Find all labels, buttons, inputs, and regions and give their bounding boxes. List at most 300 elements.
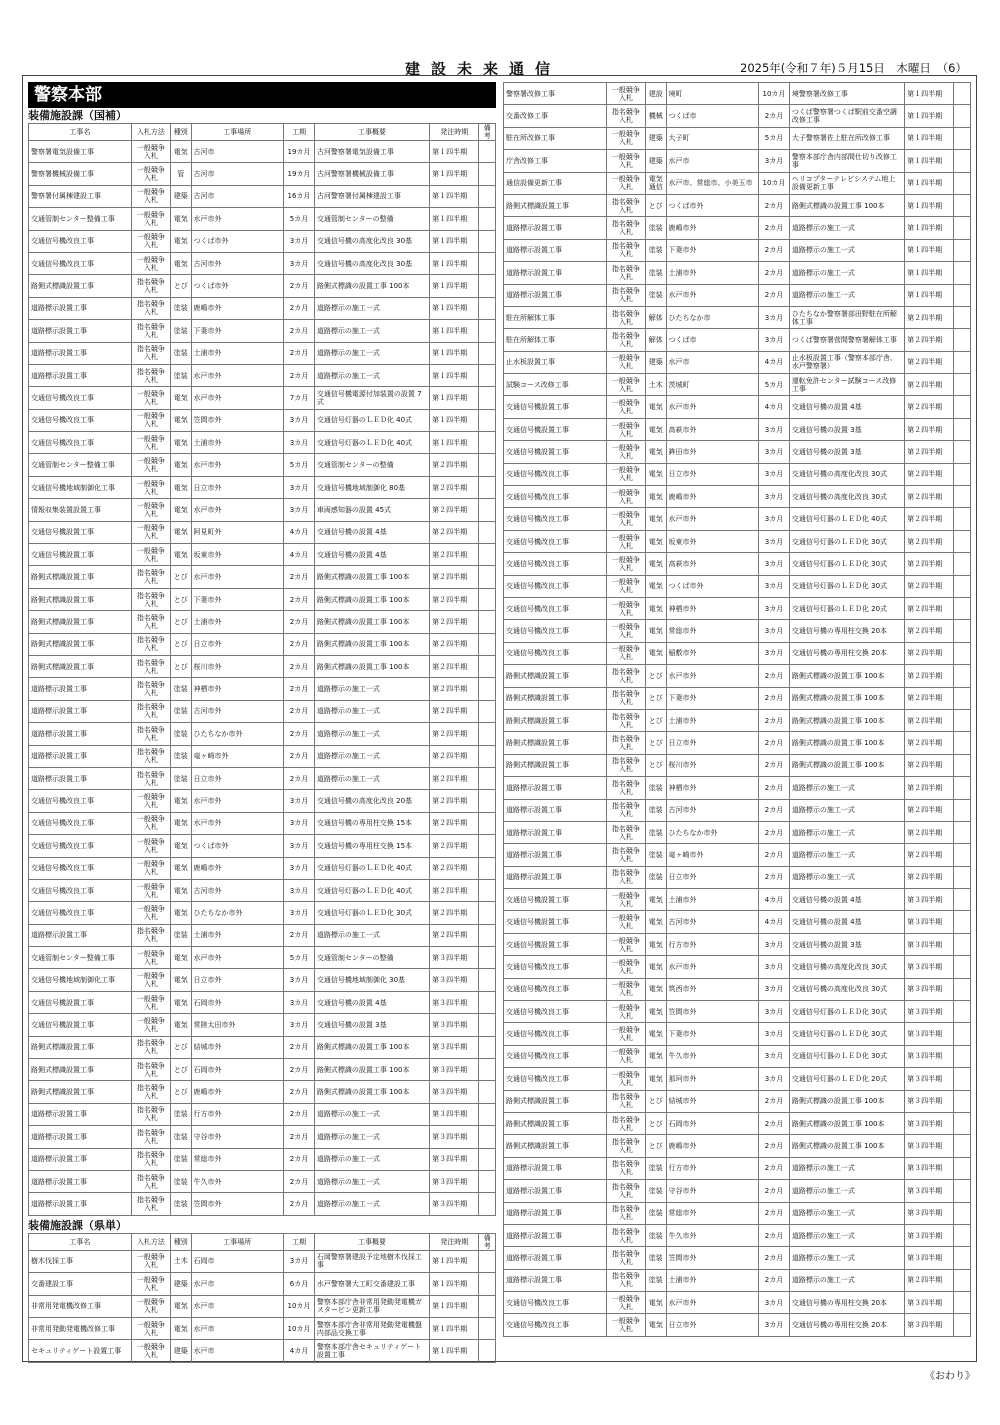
table-cell: 第２四半期: [905, 620, 954, 642]
table-row: [504, 933, 971, 955]
table-cell: 電気: [170, 252, 191, 274]
table-cell: [479, 1081, 496, 1103]
table-cell: [479, 969, 496, 991]
table-cell: 指名競争入札: [131, 1081, 170, 1103]
table-cell: 塗装: [645, 1180, 666, 1202]
table-cell: 第３四半期: [430, 1036, 479, 1058]
table-cell: 一般競争入札: [131, 1273, 170, 1295]
table-cell: 一般競争入札: [606, 933, 645, 955]
table-cell: 道路標示設置工事: [29, 1126, 132, 1148]
table-row: [504, 1247, 971, 1269]
table-row: [29, 812, 496, 834]
table-cell: 第３四半期: [905, 933, 954, 955]
table-cell: 一般競争入札: [131, 991, 170, 1013]
table-cell: 10カ月: [759, 83, 790, 105]
column-header: 種別: [170, 124, 191, 141]
table-cell: 道路標示設置工事: [504, 844, 607, 866]
table-cell: 3カ月: [759, 620, 790, 642]
table-cell: 道路標示の施工一式: [789, 866, 904, 888]
table-cell: 2カ月: [284, 1059, 315, 1081]
table-cell: [954, 799, 971, 821]
table-cell: 道路標示の施工一式: [314, 342, 429, 364]
table-cell: つくば市外: [666, 194, 759, 216]
table-cell: 路側式標識設置工事: [29, 1036, 132, 1058]
table-cell: 一般競争入札: [131, 902, 170, 924]
table-cell: [954, 239, 971, 261]
table-cell: 道路標示の施工一式: [314, 723, 429, 745]
table-cell: 3カ月: [284, 902, 315, 924]
table-cell: [479, 230, 496, 252]
table-cell: 路側式標識の設置工事 100本: [314, 566, 429, 588]
table-cell: 交通信号機改良工事: [504, 978, 607, 1000]
table-cell: 交通信号灯器のＬＥＤ化 30式: [789, 1001, 904, 1023]
table-cell: 一般競争入札: [131, 1250, 170, 1272]
table-cell: 指名競争入札: [131, 633, 170, 655]
table-row: [29, 1081, 496, 1103]
table-cell: 古河警察署機械設備工事: [314, 163, 429, 185]
table-cell: 3カ月: [759, 1023, 790, 1045]
table-cell: 石岡市: [191, 1250, 284, 1272]
table-cell: 交通信号機の高度化改良 30式: [789, 486, 904, 508]
table-cell: 2カ月: [759, 665, 790, 687]
table-cell: [954, 911, 971, 933]
table-cell: 交通信号機改良工事: [504, 1023, 607, 1045]
table-cell: 一般競争入札: [131, 252, 170, 274]
table-cell: 鹿嶋市外: [191, 297, 284, 319]
table-cell: 路側式標識の設置工事 100本: [789, 665, 904, 687]
table-row: [29, 700, 496, 722]
table-row: [29, 678, 496, 700]
table-cell: 交通信号機改良工事: [29, 902, 132, 924]
table-row: [29, 588, 496, 610]
table-cell: [954, 866, 971, 888]
table-cell: 10カ月: [284, 1295, 315, 1317]
table-cell: 神栖市外: [666, 597, 759, 619]
table-cell: 指名競争入札: [606, 844, 645, 866]
table-cell: 指名競争入札: [131, 655, 170, 677]
table-cell: 路側式標識設置工事: [29, 566, 132, 588]
table-cell: 一般競争入札: [131, 1295, 170, 1317]
table-cell: 2カ月: [284, 1036, 315, 1058]
table-cell: 電気: [645, 486, 666, 508]
table-cell: 鹿嶋市外: [666, 217, 759, 239]
table-cell: 交通信号機の設置 3基: [789, 418, 904, 440]
table-cell: 一般競争入札: [131, 185, 170, 207]
table-cell: 第１四半期: [430, 141, 479, 163]
table-cell: 2カ月: [284, 655, 315, 677]
table-cell: 路側式標識の設置工事 100本: [314, 275, 429, 297]
table-cell: 交通信号機改良工事: [504, 463, 607, 485]
table-cell: 交通管制センターの整備: [314, 947, 429, 969]
table-cell: 指名競争入札: [131, 342, 170, 364]
table-cell: 電気: [170, 947, 191, 969]
table-cell: 2カ月: [759, 777, 790, 799]
table-cell: 稲敷市外: [666, 642, 759, 664]
table-cell: 第２四半期: [430, 633, 479, 655]
table-row: [29, 969, 496, 991]
table-cell: 坂東市外: [666, 530, 759, 552]
table-cell: 交通信号機改良工事: [504, 1314, 607, 1336]
table-cell: 第１四半期: [430, 297, 479, 319]
table-cell: 交通信号灯器のＬＥＤ化 30式: [789, 553, 904, 575]
table-row: [504, 844, 971, 866]
table-cell: [479, 1103, 496, 1125]
table-cell: 路側式標識の設置工事 100本: [314, 1036, 429, 1058]
column-header: 工期: [284, 1233, 315, 1250]
table-cell: 電気通信: [645, 172, 666, 194]
table-cell: 電気: [645, 1292, 666, 1314]
table-cell: 電気: [645, 418, 666, 440]
table-cell: [954, 956, 971, 978]
column-header: 入札方法: [131, 1233, 170, 1250]
table-row: [504, 821, 971, 843]
table-cell: 水戸市外: [191, 454, 284, 476]
table-cell: [479, 655, 496, 677]
table-cell: 指名競争入札: [131, 588, 170, 610]
table-cell: 土浦市外: [191, 342, 284, 364]
table-cell: 一般競争入札: [131, 1340, 170, 1362]
table-cell: 道路標示設置工事: [504, 239, 607, 261]
table-cell: 下妻市外: [666, 239, 759, 261]
table-cell: 電気: [645, 1045, 666, 1067]
table-cell: 電気: [170, 1317, 191, 1339]
table-cell: 指名競争入札: [606, 665, 645, 687]
table-cell: 路側式標識設置工事: [504, 1090, 607, 1112]
table-cell: 交通信号機の高度化改良 20基: [314, 790, 429, 812]
table-cell: とび: [170, 275, 191, 297]
subsection-title-national: 装備施設課（国補）: [28, 109, 127, 122]
table-cell: 一般競争入札: [131, 208, 170, 230]
table-cell: 指名競争入札: [606, 866, 645, 888]
right-column: [503, 82, 971, 1337]
table-cell: 交通信号機地域制御化工事: [29, 969, 132, 991]
table-cell: 第２四半期: [905, 844, 954, 866]
table-cell: 4カ月: [284, 1340, 315, 1362]
table-cell: 古河市: [191, 185, 284, 207]
table-cell: 土浦市外: [666, 262, 759, 284]
table-cell: 第１四半期: [905, 127, 954, 149]
left-column: [28, 82, 496, 1363]
table-cell: [479, 879, 496, 901]
table-cell: 道路標示設置工事: [504, 284, 607, 306]
table-cell: 交番建設工事: [29, 1273, 132, 1295]
table-cell: [954, 105, 971, 127]
table-cell: 一般競争入札: [606, 127, 645, 149]
table-row: [504, 1180, 971, 1202]
table-cell: 第２四半期: [430, 924, 479, 946]
table-cell: 第１四半期: [905, 172, 954, 194]
table-row: [504, 1157, 971, 1179]
table-cell: [479, 1340, 496, 1362]
table-row: [29, 141, 496, 163]
table-cell: 交通信号機改良工事: [504, 508, 607, 530]
table-cell: 2カ月: [759, 866, 790, 888]
table-cell: 建築: [645, 127, 666, 149]
table-cell: 交通信号機改良工事: [29, 432, 132, 454]
table-cell: 3カ月: [284, 499, 315, 521]
table-cell: 第２四半期: [430, 745, 479, 767]
table-cell: [954, 150, 971, 172]
table-cell: [954, 1269, 971, 1291]
table-cell: 道路標示設置工事: [29, 678, 132, 700]
table-cell: 指名競争入札: [606, 1157, 645, 1179]
table-cell: とび: [170, 1036, 191, 1058]
table-cell: 行方市外: [666, 1157, 759, 1179]
table-cell: 第３四半期: [905, 911, 954, 933]
table-cell: つくば警察署菅間警察署解体工事: [789, 329, 904, 351]
table-cell: 塗装: [170, 342, 191, 364]
table-cell: [479, 991, 496, 1013]
table-cell: 指名競争入札: [606, 1090, 645, 1112]
table-cell: 第１四半期: [430, 1273, 479, 1295]
table-cell: 電気: [170, 476, 191, 498]
table-cell: 5カ月: [759, 374, 790, 396]
table-cell: [479, 1014, 496, 1036]
table-cell: 3カ月: [284, 790, 315, 812]
table-cell: 指名競争入札: [606, 777, 645, 799]
table-cell: 電気: [645, 620, 666, 642]
table-cell: 境警察署改修工事: [789, 83, 904, 105]
table-cell: 大子警察署佐上駐在所改修工事: [789, 127, 904, 149]
table-cell: とび: [645, 754, 666, 776]
table-cell: 古河市外: [666, 911, 759, 933]
table-cell: 交通信号灯器のＬＥＤ化 40式: [314, 857, 429, 879]
table-cell: 電気: [645, 441, 666, 463]
table-cell: [954, 553, 971, 575]
table-row: [29, 432, 496, 454]
table-cell: 塗装: [170, 1170, 191, 1192]
table-cell: 樹木伐採工事: [29, 1250, 132, 1272]
table-cell: 水戸市外: [191, 364, 284, 386]
table-cell: とび: [170, 566, 191, 588]
column-header: 発注時期: [430, 1233, 479, 1250]
table-cell: 第３四半期: [905, 1001, 954, 1023]
table-cell: 交通信号機の高度化改良 30式: [789, 463, 904, 485]
table-cell: 交通信号機改良工事: [29, 230, 132, 252]
table-row: [29, 924, 496, 946]
table-cell: 運転免許センター試験コース改修工事: [789, 374, 904, 396]
table-cell: 交通信号機の設置 3基: [789, 441, 904, 463]
table-cell: 交通信号機の設置 3基: [789, 933, 904, 955]
table-cell: 塗装: [645, 1269, 666, 1291]
table-cell: 第３四半期: [430, 1059, 479, 1081]
table-cell: 神栖市外: [666, 777, 759, 799]
table-cell: 3カ月: [284, 432, 315, 454]
table-cell: [954, 687, 971, 709]
table-cell: 3カ月: [759, 553, 790, 575]
table-cell: 第２四半期: [905, 799, 954, 821]
table-cell: 交通管制センター整備工事: [29, 454, 132, 476]
table-cell: 2カ月: [284, 745, 315, 767]
table-cell: 16カ月: [284, 185, 315, 207]
table-cell: 解体: [645, 329, 666, 351]
table-cell: 5カ月: [759, 127, 790, 149]
column-header: 工事名: [29, 1233, 132, 1250]
table-cell: 交通信号機設置工事: [504, 911, 607, 933]
table-cell: 道路標示設置工事: [504, 777, 607, 799]
table-cell: 一般競争入札: [131, 1014, 170, 1036]
table-cell: 塗装: [170, 767, 191, 789]
table-cell: 交通信号機設置工事: [504, 889, 607, 911]
table-cell: 那珂市外: [666, 1068, 759, 1090]
table-cell: 一般競争入札: [606, 575, 645, 597]
table-row: [504, 486, 971, 508]
table-cell: 第１四半期: [905, 217, 954, 239]
table-cell: 道路標示の施工一式: [314, 1170, 429, 1192]
table-cell: 交通信号機の設置 4基: [789, 889, 904, 911]
table-cell: 道路標示設置工事: [29, 1193, 132, 1215]
table-row: [29, 857, 496, 879]
table-cell: [954, 486, 971, 508]
table-cell: 第２四半期: [430, 544, 479, 566]
table-cell: ひたちなか市外: [191, 902, 284, 924]
table-cell: 交通信号機の専用柱交換 15本: [314, 835, 429, 857]
table-row: [504, 1292, 971, 1314]
table-cell: 交通信号機改良工事: [29, 857, 132, 879]
table-cell: 非常用発動発電機改修工事: [29, 1317, 132, 1339]
table-cell: 建築: [645, 150, 666, 172]
table-cell: 第１四半期: [905, 262, 954, 284]
table-cell: 道路標示設置工事: [29, 342, 132, 364]
table-cell: 道路標示の施工一式: [789, 262, 904, 284]
table-cell: 一般競争入札: [606, 911, 645, 933]
table-cell: 第２四半期: [905, 665, 954, 687]
table-cell: 5カ月: [284, 454, 315, 476]
table-cell: [954, 306, 971, 328]
table-cell: 指名競争入札: [131, 678, 170, 700]
table-cell: 路側式標識設置工事: [29, 1059, 132, 1081]
table-cell: 2カ月: [759, 1180, 790, 1202]
table-cell: 路側式標識の設置工事 100本: [789, 1090, 904, 1112]
table-row: [29, 297, 496, 319]
table-cell: 交通信号灯器のＬＥＤ化 30式: [789, 1045, 904, 1067]
table-cell: 第３四半期: [905, 1068, 954, 1090]
table-cell: 指名競争入札: [131, 745, 170, 767]
table-cell: [479, 297, 496, 319]
table-cell: 一般競争入札: [606, 83, 645, 105]
table-cell: 水戸市外: [191, 947, 284, 969]
table-cell: 第２四半期: [430, 476, 479, 498]
table-row: [504, 105, 971, 127]
table-cell: 牛久市外: [191, 1170, 284, 1192]
table-cell: 警察本部庁舎内部間仕切り改修工事: [789, 150, 904, 172]
table-cell: 下妻市外: [666, 1023, 759, 1045]
table-cell: 第３四半期: [430, 1103, 479, 1125]
table-cell: 交通信号機の設置 4基: [789, 911, 904, 933]
table-cell: 指名競争入札: [131, 1170, 170, 1192]
table-cell: 高萩市外: [666, 418, 759, 440]
table-cell: 交通信号機改良工事: [504, 575, 607, 597]
table-row: [504, 687, 971, 709]
table-cell: 一般競争入札: [606, 508, 645, 530]
table-cell: 古河市: [191, 163, 284, 185]
table-cell: 第３四半期: [905, 889, 954, 911]
table-cell: 第２四半期: [905, 575, 954, 597]
table-cell: 第３四半期: [430, 1148, 479, 1170]
table-cell: 日立市外: [666, 732, 759, 754]
table-cell: 第２四半期: [430, 588, 479, 610]
table-cell: 第１四半期: [430, 208, 479, 230]
table-cell: 警察署改修工事: [504, 83, 607, 105]
table-cell: 路側式標識設置工事: [29, 611, 132, 633]
table-cell: 水戸市、常総市、小美玉市: [666, 172, 759, 194]
table-cell: 電気: [170, 432, 191, 454]
table-row: [504, 83, 971, 105]
table-cell: 指名競争入札: [606, 821, 645, 843]
table-header-row: [29, 124, 496, 141]
table-cell: 警察署付属棟建設工事: [29, 185, 132, 207]
table-cell: 第３四半期: [430, 1170, 479, 1192]
table-cell: 道路標示の施工一式: [789, 821, 904, 843]
table-cell: 2カ月: [284, 924, 315, 946]
table-cell: 2カ月: [284, 342, 315, 364]
table-cell: [479, 723, 496, 745]
table-row: [29, 1103, 496, 1125]
table-cell: 一般競争入札: [131, 1317, 170, 1339]
table-cell: 一般競争入札: [606, 486, 645, 508]
project-table-continued: [503, 82, 971, 1337]
table-cell: [954, 83, 971, 105]
table-cell: 2カ月: [284, 1170, 315, 1192]
table-cell: 道路標示設置工事: [29, 364, 132, 386]
table-cell: 交通信号機の設置 4基: [314, 521, 429, 543]
table-cell: 3カ月: [759, 1314, 790, 1336]
table-cell: 第２四半期: [905, 687, 954, 709]
table-cell: とび: [170, 1059, 191, 1081]
table-cell: 水戸市外: [191, 566, 284, 588]
table-cell: 道路標示の施工一式: [789, 284, 904, 306]
table-cell: 一般競争入札: [606, 441, 645, 463]
table-cell: 3カ月: [284, 991, 315, 1013]
table-cell: [954, 575, 971, 597]
table-cell: 路側式標識設置工事: [504, 687, 607, 709]
table-row: [29, 1148, 496, 1170]
table-cell: 一般競争入札: [131, 432, 170, 454]
table-cell: 情報収集装置設置工事: [29, 499, 132, 521]
table-cell: 指名競争入札: [131, 700, 170, 722]
table-cell: 止水板設置工事: [504, 351, 607, 373]
table-cell: 一般競争入札: [131, 835, 170, 857]
table-cell: 水戸市: [191, 1317, 284, 1339]
table-cell: 第２四半期: [905, 508, 954, 530]
table-row: [29, 1036, 496, 1058]
table-cell: 交通信号機改良工事: [504, 1292, 607, 1314]
table-cell: 警察署機械設備工事: [29, 163, 132, 185]
table-cell: 交通信号機設置工事: [504, 441, 607, 463]
table-cell: [954, 889, 971, 911]
table-cell: 第２四半期: [430, 700, 479, 722]
table-cell: 一般競争入札: [606, 418, 645, 440]
table-cell: 道路標示の施工一式: [314, 1103, 429, 1125]
table-cell: 道路標示設置工事: [29, 745, 132, 767]
table-row: [504, 306, 971, 328]
table-cell: 路側式標識の設置工事 100本: [789, 1112, 904, 1134]
table-cell: 指名競争入札: [606, 799, 645, 821]
table-cell: 2カ月: [284, 700, 315, 722]
table-cell: 交通信号機改良工事: [504, 620, 607, 642]
table-cell: [479, 812, 496, 834]
table-cell: 電気: [170, 991, 191, 1013]
table-cell: 交通信号機改良工事: [29, 409, 132, 431]
table-cell: 日立市外: [666, 866, 759, 888]
table-cell: [954, 1247, 971, 1269]
table-cell: 指名競争入札: [131, 566, 170, 588]
table-cell: 道路標示設置工事: [504, 1269, 607, 1291]
table-cell: 4カ月: [759, 351, 790, 373]
table-cell: 坂東市外: [191, 544, 284, 566]
table-cell: 交通信号灯器のＬＥＤ化 40式: [314, 432, 429, 454]
table-cell: 交通信号機地域制御化工事: [29, 476, 132, 498]
